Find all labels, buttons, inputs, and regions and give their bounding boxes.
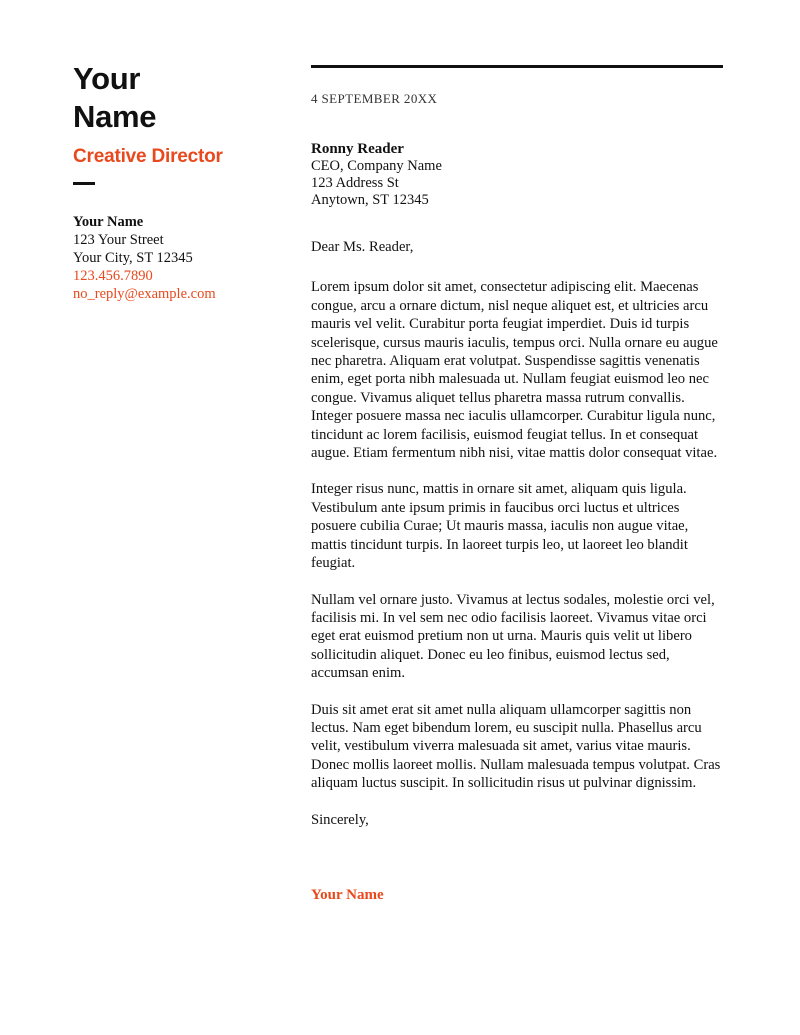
sender-contact-name: Your Name xyxy=(73,214,144,230)
letter-body xyxy=(311,238,726,847)
body-paragraph-1: Lorem ipsum dolor sit amet, consectetur adipiscing elit. Maecenas congue, arcu a ornare dictum, nisl neque aliquet est, et ultricies arcu mauris vel velit. Curabitur porta feugiat imperdiet. Duis id turpis scelerisque, cursus mauris iaculis, tempus orci. Nulla ornare eu augue nec pharetra. Aliquam erat volutpat. Suspendisse sagittis venenatis enim, eget porta nibh malesuada ut. Nullam feugiat euismod leo nec congue. Vivamus aliquet tellus pharetra massa rutrum convallis. Integer posuere massa nec iaculis ullamcorper. Curabitur ligula nunc, tincidunt ac lorem facilisis, euismod feugiat tellus. In et consequat augue. Etiam fermentum nibh nisi, vitae mattis dolor consequat vitae. xyxy=(311,279,718,462)
closing: Sincerely, xyxy=(311,811,369,828)
sender-name-line-2: Name xyxy=(73,99,157,134)
recipient-street: 123 Address St xyxy=(311,175,399,191)
body-paragraph-2: Integer risus nunc, mattis in ornare sit amet, aliquam quis ligula. Vestibulum ante ipsum primis in faucibus orci luctus et ultrices posuere cubilia Curae; Ut mauris massa, iaculis non augue vitae, mattis tincidunt turpis. In laoreet turpis leo, ut laoreet leo blandit feugiat. xyxy=(311,481,689,572)
sender-sidebar xyxy=(73,60,283,303)
body-paragraph-4: Duis sit amet erat sit amet nulla aliquam ullamcorper sagittis non lectus. Nam eget bibendum lorem, eu suscipit nulla. Phasellus arcu velit, vestibulum viverra malesuada sit amet, varius vitae mauris. Donec mollis laoreet mollis. Nullam malesuada tempus volutpat. Cras aliquam luctus suscipit. In sollicitudin risus ut pulvinar dignissim. xyxy=(311,701,721,792)
divider-dash xyxy=(73,182,95,185)
sender-job-title: Creative Director xyxy=(73,146,223,167)
header-rule xyxy=(311,65,723,68)
sender-name xyxy=(73,60,283,136)
salutation: Dear Ms. Reader, xyxy=(311,239,414,255)
recipient-city-state-zip: Anytown, ST 12345 xyxy=(311,192,429,208)
recipient-title: CEO, Company Name xyxy=(311,158,442,174)
sender-contact-block xyxy=(73,213,283,303)
sender-city-state-zip: Your City, ST 12345 xyxy=(73,250,193,266)
signature-name: Your Name xyxy=(311,887,384,903)
sender-street: 123 Your Street xyxy=(73,232,164,248)
recipient-name: Ronny Reader xyxy=(311,141,404,157)
sender-phone[interactable]: 123.456.7890 xyxy=(73,268,153,284)
body-paragraph-3: Nullam vel ornare justo. Vivamus at lectus sodales, molestie orci vel, facilisis mi. In vel sem nec odio facilisis laoreet. Vivamus vitae orci eget erat euismod pretium non ut urna. Mauris quis velit ut libero sollicitudin aliquet. Donec eu leo finibus, euismod lectus sed, accumsan enim. xyxy=(311,591,715,682)
recipient-block xyxy=(311,141,442,209)
sender-email[interactable]: no_reply@example.com xyxy=(73,286,216,302)
sender-name-line-1: Your xyxy=(73,61,141,96)
letter-date: 4 SEPTEMBER 20XX xyxy=(311,91,438,106)
